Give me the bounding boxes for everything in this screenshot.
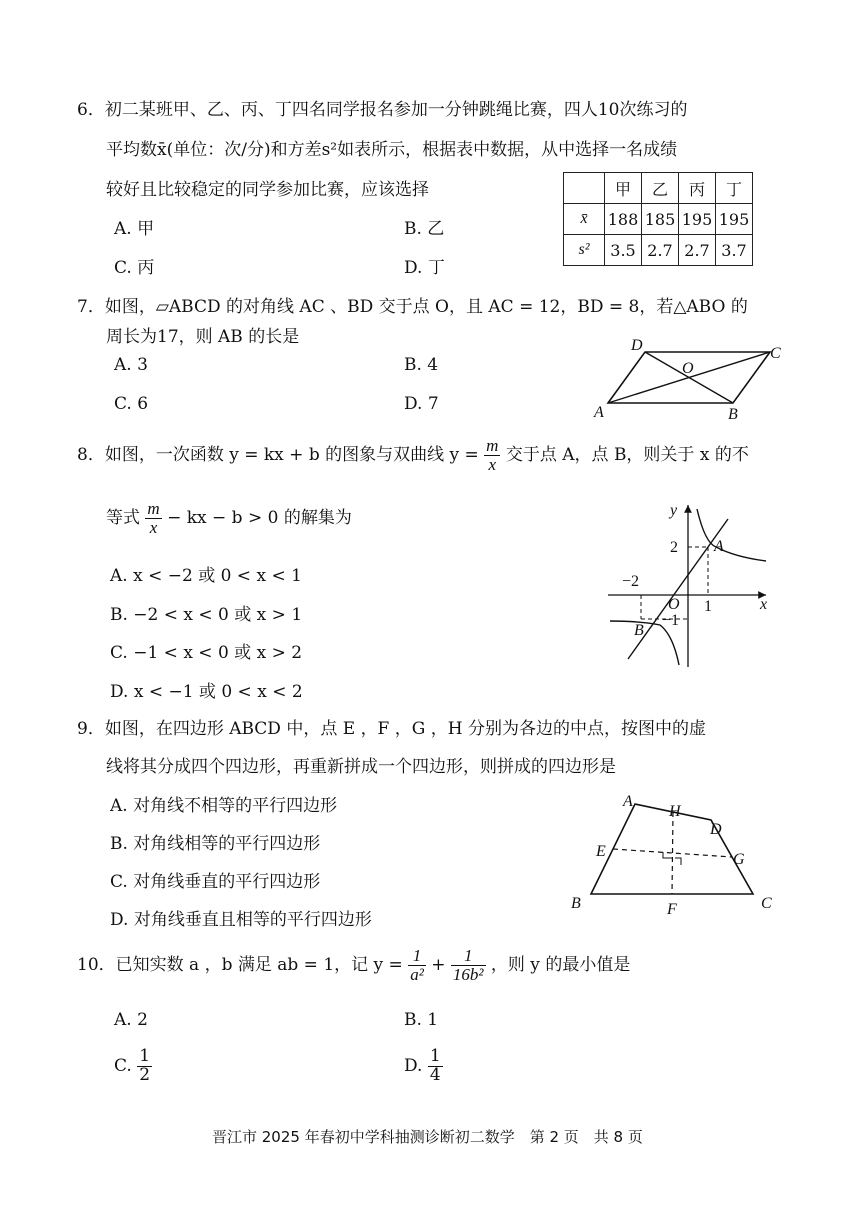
q10-option-c-fraction [137,1048,152,1085]
frac-num: 1 [139,1046,151,1066]
tick-label: −2 [622,573,640,590]
table-cell: 2.7 [679,235,716,266]
label-a: A [594,404,604,421]
frac-num: 1 [408,947,426,966]
option-label: C. [114,1055,132,1076]
x-axis-label: x [760,596,768,613]
label-d: D [710,821,722,838]
q7-option-c: C. 6 [114,394,149,414]
q10-option-c [114,1048,152,1085]
q8-option-b: B. −2 < x < 0 或 x > 1 [110,605,303,625]
frac-num: 1 [451,947,486,966]
q8-fraction [484,437,500,474]
q9-line2: 线将其分成四个四边形，再重新拼成一个四边形，则拼成的四边形是 [106,757,616,777]
q10-fraction-2 [451,947,486,984]
table-row [564,173,753,204]
page-footer: 晋江市 2025 年春初中学科抽测诊断初二数学 第 2 页 共 8 页 [212,1128,643,1146]
table-cell: 185 [642,204,679,235]
q9-line1: 9．如图，在四边形 ABCD 中，点 E ，F ，G ，H 分别为各边的中点，按图中的虚 [77,719,706,739]
q6-option-b: B. 乙 [404,219,445,239]
q10-line1-end: ，则 y 的最小值是 [490,954,631,975]
point-a-label: A [714,538,724,555]
table-header: 丙 [679,173,716,204]
tick-label: 2 [670,539,678,556]
table-row [564,204,753,235]
q10-option-b: B. 1 [404,1010,439,1030]
q10-option-a: A. 2 [114,1010,148,1030]
table-cell: 195 [716,204,753,235]
label-c: C [761,895,772,912]
label-o: O [682,360,694,377]
table-cell: 3.5 [605,235,642,266]
q9-quadrilateral-figure [565,790,785,920]
q7-option-a: A. 3 [114,355,148,375]
q8-line1 [77,437,749,474]
table-cell: 195 [679,204,716,235]
label-d: D [631,337,643,354]
frac-num: m [147,499,160,518]
table-header: 丁 [716,173,753,204]
q7-option-d: D. 7 [404,394,439,414]
right-angle-mark [675,858,681,865]
q9-option-a: A. 对角线不相等的平行四边形 [110,796,338,816]
q8-line2 [106,500,352,537]
label-b: B [571,895,581,912]
q8-option-c: C. −1 < x < 0 或 x > 2 [110,643,303,663]
q6-option-c: C. 丙 [114,258,155,278]
tick-label: 1 [704,598,712,615]
frac-den: 2 [139,1064,151,1085]
label-g: G [733,851,745,868]
q6-line3: 较好且比较稳定的同学参加比赛，应该选择 [106,180,429,200]
label-a: A [623,793,633,810]
q9-option-d: D. 对角线垂直且相等的平行四边形 [110,910,372,930]
table-cell [564,173,605,204]
frac-num: m [486,436,499,455]
q8-inequality-fraction [145,500,161,537]
q10-line1 [77,947,630,984]
q7-parallelogram-figure [590,335,790,425]
variance-label: s² [564,235,605,266]
point-b-label: B [634,622,644,639]
q7-option-b: B. 4 [404,355,439,375]
label-h: H [669,803,681,820]
q10-plus: + [431,954,446,975]
q6-line1: 6．初二某班甲、乙、丙、丁四名同学报名参加一分钟跳绳比赛，四人10次练习的 [77,100,688,120]
mean-label: x̄ [564,204,605,235]
table-cell: 3.7 [716,235,753,266]
q8-option-d: D. x < −1 或 0 < x < 2 [110,682,303,702]
y-axis-label: y [670,502,678,519]
q10-option-d [404,1048,443,1085]
q10-line1-start: 10．已知实数 a ，b 满足 ab = 1，记 y = [77,954,403,975]
q10-option-d-fraction [428,1048,443,1085]
label-c: C [770,345,781,362]
tick-label: −1 [662,612,680,629]
q8-function-graph [600,495,785,675]
origin-label: O [668,596,680,613]
q8-line1-start: 8．如图，一次函数 y = kx + b 的图象与双曲线 y = [77,444,479,465]
table-header: 甲 [605,173,642,204]
q9-option-b: B. 对角线相等的平行四边形 [110,834,321,854]
q6-line2: 平均数x̄(单位：次/分)和方差s²如表所示，根据表中数据，从中选择一名成绩 [106,140,678,160]
table-row [564,235,753,266]
table-cell: 188 [605,204,642,235]
q6-data-table [563,172,753,266]
option-label: D. [404,1055,423,1076]
frac-den: 16b² [452,964,484,984]
table-header: 乙 [642,173,679,204]
hyperbola-branch-1 [697,509,766,561]
label-b: B [728,406,738,423]
frac-den: a² [410,964,424,984]
q7-line2: 周长为17，则 AB 的长是 [106,327,300,347]
label-f: F [667,901,677,918]
q8-line2-end: − kx − b > 0 的解集为 [167,507,352,528]
table-cell: 2.7 [642,235,679,266]
q8-line1-end: 交于点 A，点 B，则关于 x 的不 [505,444,749,465]
frac-den: 4 [429,1064,441,1085]
frac-den: x [488,454,497,474]
dashed-line-hf [672,812,673,894]
label-e: E [596,843,606,860]
q6-option-a: A. 甲 [114,219,155,239]
q8-line2-start: 等式 [106,507,140,528]
q10-fraction-1 [408,947,426,984]
q8-option-a: A. x < −2 或 0 < x < 1 [110,566,302,586]
frac-num: 1 [429,1046,441,1066]
frac-den: x [149,517,158,537]
q7-line1: 7．如图，▱ABCD 的对角线 AC 、BD 交于点 O，且 AC = 12，BD = 8，若△ABO 的 [77,297,748,317]
q6-option-d: D. 丁 [404,258,445,278]
q9-option-c: C. 对角线垂直的平行四边形 [110,872,321,892]
